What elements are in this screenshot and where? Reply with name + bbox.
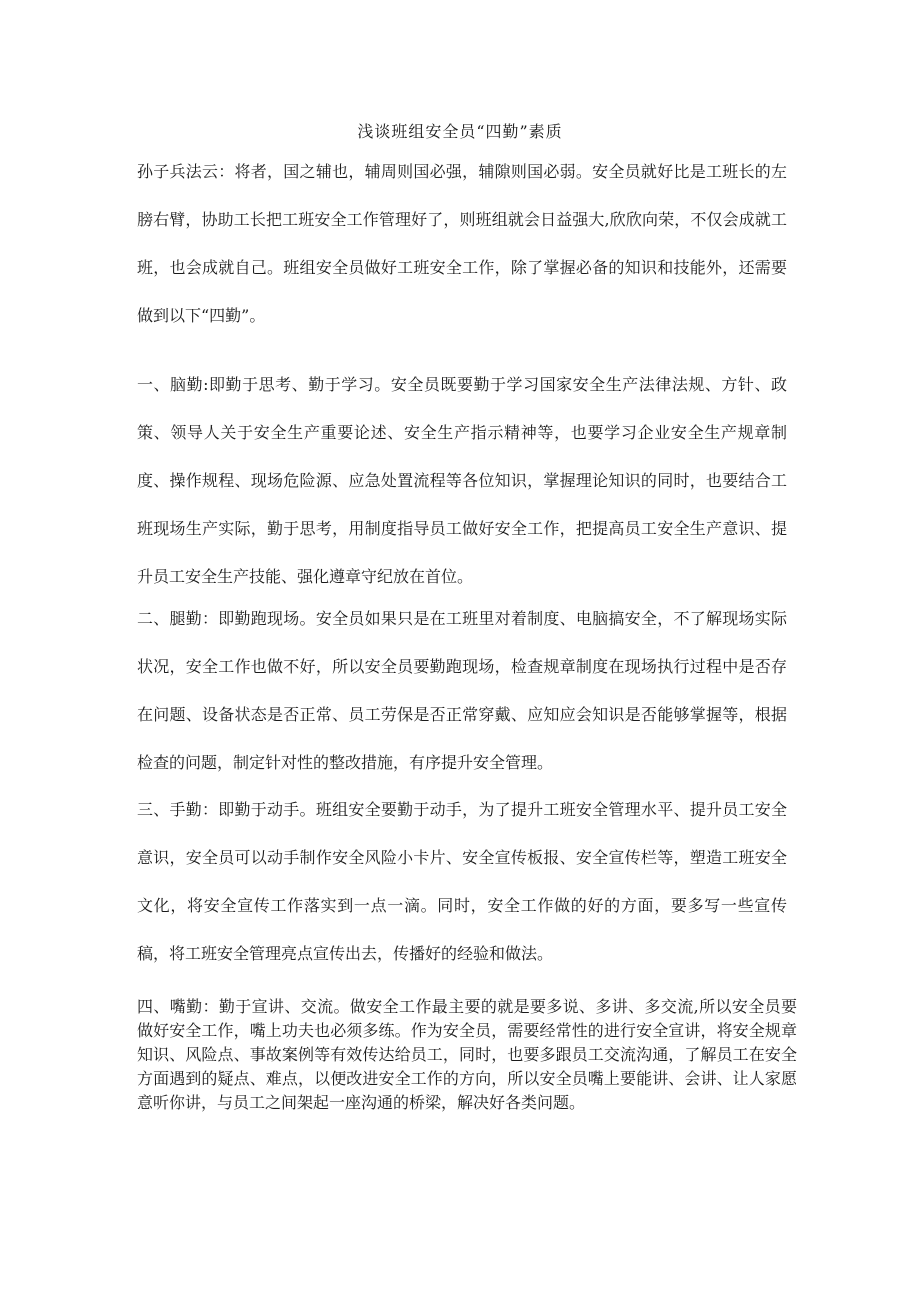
document-title: 浅谈班组安全员“四勤”素质 <box>357 122 563 141</box>
paragraph-brain-diligence: 一、脑勤:即勤于思考、勤于学习。安全员既要勤于学习国家安全生产法律法规、方针、政策、领导人关于安全生产重要论述、安全生产指示精神等，也要学习企业安全生产规章制度、操作规程、现场危险源、应急处置流程等各位知识，掌握理论知识的同时，也要结合工班现场生产实际，勤于思考，用制度指导员工做好安全工作，把提高员工安全生产意识、提升员工安全生产技能、强化遵章守纪放在首位。 <box>137 375 787 586</box>
paragraph-mouth-diligence: 四、嘴勤：勤于宣讲、交流。做安全工作最主要的就是要多说、多讲、多交流,所以安全员要做好安全工作，嘴上功夫也必须多练。作为安全员，需要经常性的进行安全宣讲，将安全规章知识、风险点、事故案例等有效传达给员工，同时，也要多跟员工交流沟通，了解员工在安全方面遇到的疑点、难点，以便改进安全工作的方向，所以安全员嘴上要能讲、会讲、让人家愿意听你讲，与员工之间架起一座沟通的桥梁，解决好各类问题。 <box>137 997 797 1112</box>
paragraph-leg-diligence: 二、腿勤：即勤跑现场。安全员如果只是在工班里对着制度、电脑搞安全，不了解现场实际状况，安全工作也做不好，所以安全员要勤跑现场，检查规章制度在现场执行过程中是否存在问题、设备状态是否正常、员工劳保是否正常穿戴、应知应会知识是否能够掌握等，根据检查的问题，制定针对性的整改措施，有序提升安全管理。 <box>137 609 787 772</box>
paragraph-intro: 孙子兵法云：将者，国之辅也，辅周则国必强，辅隙则国必弱。安全员就好比是工班长的左膀右臂，协助工长把工班安全工作管理好了，则班组就会日益强大,欣欣向荣，不仅会成就工班，也会成就自己。班组安全员做好工班安全工作，除了掌握必备的知识和技能外，还需要做到以下“四勤”。 <box>137 162 787 325</box>
paragraph-hand-diligence: 三、手勤：即勤于动手。班组安全要勤于动手，为了提升工班安全管理水平、提升员工安全意识，安全员可以动手制作安全风险小卡片、安全宣传板报、安全宣传栏等，塑造工班安全文化，将安全宣传工作落实到一点一滴。同时，安全工作做的好的方面，要多写一些宣传稿，将工班安全管理亮点宣传出去，传播好的经验和做法。 <box>137 800 787 963</box>
